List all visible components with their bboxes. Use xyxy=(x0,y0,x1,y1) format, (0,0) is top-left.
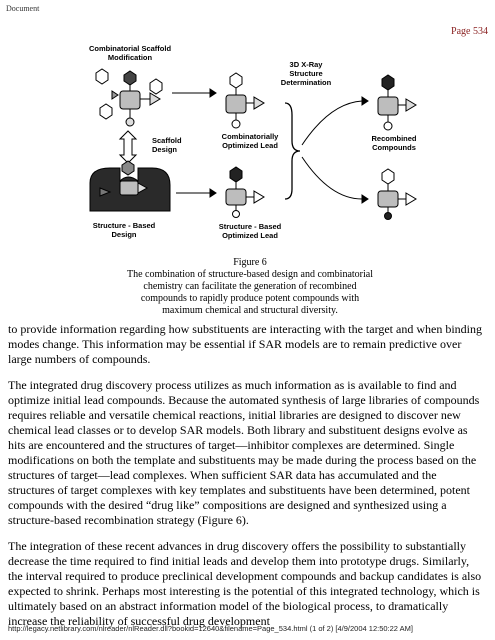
recombined-molecule-top xyxy=(378,75,416,130)
combinatorial-lead-molecule xyxy=(226,73,264,128)
figure-caption xyxy=(100,257,400,317)
label-xray-1: 3D X-Ray xyxy=(289,60,323,69)
label-scaffold-design-2: Design xyxy=(152,145,178,154)
paragraph: The integration of these recent advances in drug discovery offers the possibility to substantially decrease the time required to find initial leads and develop them into prototype drugs. Similarly, the interval required to produce preclinical development compounds and backup candidates is also expected to shrink. Perhaps most interesting is the potential of this integrated technology, which is ultimately based on an abstract information model of the biological process, to dramatically increase the reliability of successful drug development xyxy=(8,539,482,628)
label-xray-3: Determination xyxy=(280,78,332,87)
label-structure-based-design-2: Design xyxy=(111,230,137,239)
brace-icon xyxy=(285,103,300,199)
double-arrow-icon xyxy=(120,131,136,163)
structure-based-lead-molecule xyxy=(226,167,264,218)
paragraph: The integrated drug discovery process utilizes as much information as is available to find and optimize initial lead compounds. Because the automated synthesis of large libraries of compounds requires reliable and versatile chemical reactions, initial libraries are designed to discover new chemical lead classes or to develop SAR models. Both library and substituent designs evolve as hits are encountered and the structures of target—inhibitor complexes are determined. Single modifications on both the template and substituents may be made during the process based on the structures of target—lead complexes. When sufficient SAR data has accumulated and the structures of target complexes with key templates and substituents have been determined, potent compounds with the desired “drug like” compositions are designed and synthesized using a structure-based recombination strategy (Figure 6). xyxy=(8,378,480,527)
protein-pocket-cluster xyxy=(90,161,170,211)
label-recombined-1: Recombined xyxy=(371,134,417,143)
footer-url[interactable]: http://legacy.netlibrary.com/nlreader/nlReader.dll?bookid=12640&filename=Page_534.html (1 of 2) [4/9/2004 12:50:22 AM] xyxy=(8,624,413,633)
paragraph: to provide information regarding how substituents are interacting with the target and when binding modes change. This information may be essential if SAR models are to remain predictive over large numbers of compounds. xyxy=(8,322,482,366)
label-scaffold-design-1: Scaffold xyxy=(152,136,182,145)
arrow-icon xyxy=(302,97,368,203)
page-number: Page 534 xyxy=(451,26,488,37)
label-structure-based-design-1: Structure - Based xyxy=(92,221,156,230)
document-label: Document xyxy=(6,4,40,13)
caption-line: maximum chemical and structural diversity. xyxy=(162,305,338,316)
scaffold-diagram-svg xyxy=(80,33,430,253)
label-xray-2: Structure xyxy=(289,69,323,78)
caption-line: chemistry can facilitate the generation of recombined xyxy=(143,281,357,292)
caption-line: compounds to rapidly produce potent compounds with xyxy=(140,293,360,304)
scaffold-cluster-top xyxy=(96,69,162,126)
figure-6-diagram xyxy=(80,33,430,253)
caption-line: Figure 6 xyxy=(233,257,267,268)
label-combinatorial-scaffold-1: Combinatorial Scaffold xyxy=(88,44,172,53)
caption-line: The combination of structure-based design and combinatorial xyxy=(126,269,374,280)
label-sb-lead-2: Optimized Lead xyxy=(222,231,278,240)
body-text xyxy=(8,322,486,640)
label-comb-lead-1: Combinatorially xyxy=(221,132,279,141)
label-comb-lead-2: Optimized Lead xyxy=(222,141,278,150)
recombined-molecule-bottom xyxy=(378,169,416,220)
label-recombined-2: Compounds xyxy=(372,143,416,152)
label-sb-lead-1: Structure - Based xyxy=(218,222,282,231)
label-combinatorial-scaffold-2: Modification xyxy=(107,53,153,62)
